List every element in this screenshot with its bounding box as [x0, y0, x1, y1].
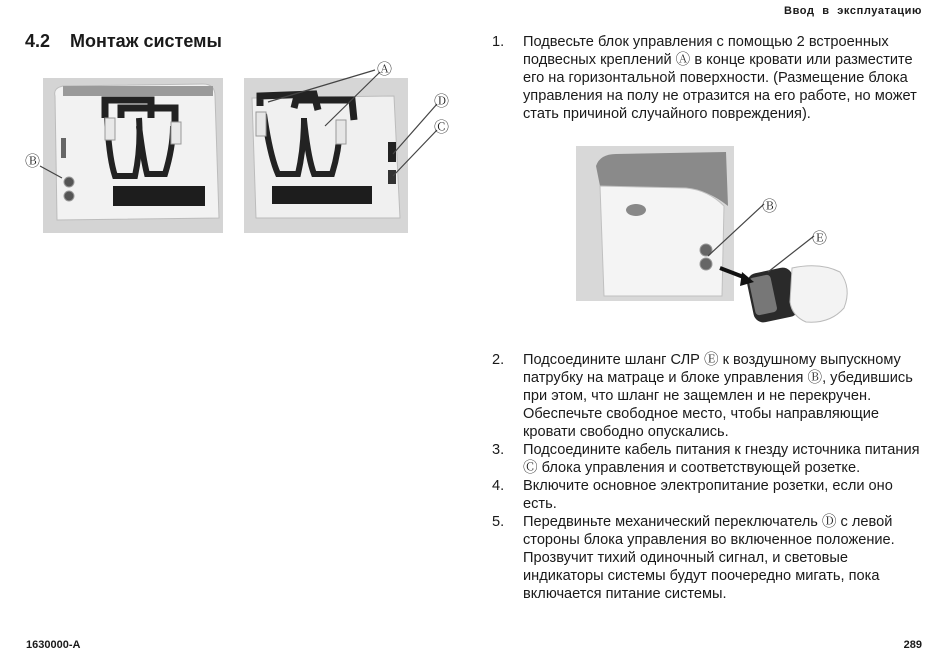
step-text: Подсоедините шланг СЛР Ⓔ к воздушному выпускному патрубку на матраце и блоке управления Ⓑ, убедившись при этом, что шланг не защемлен и не перекручен. Обеспечьте свободное место, чтобы направляющие кровати свободно опускались. [523, 352, 913, 440]
step-text: Включите основное электропитание розетки, если оно есть. [523, 478, 893, 512]
callout-a: Ⓐ [377, 60, 393, 78]
step-number: 1. [492, 34, 505, 50]
step-number: 3. [492, 442, 505, 458]
callout-lines-right [690, 190, 950, 370]
step-item [492, 33, 922, 123]
step-number: 4. [492, 478, 505, 494]
callout-e: Ⓔ [812, 229, 828, 247]
callout-b-right: Ⓑ [762, 197, 778, 215]
document-id: 1630000-A [26, 639, 81, 651]
callout-c: Ⓒ [434, 118, 450, 136]
step-item [492, 513, 922, 603]
step-number: 5. [492, 514, 505, 530]
callout-d: Ⓓ [434, 92, 450, 110]
step-list-1 [492, 33, 922, 123]
callout-b-left: Ⓑ [25, 152, 41, 170]
step-number: 2. [492, 352, 505, 368]
step-text: Передвиньте механический переключатель Ⓓ с левой стороны блока управления во включенное положение. Прозвучит тихий одиночный сигнал, и световые индикаторы системы будут поочередно мигать, пока включается питание системы. [523, 514, 895, 602]
section-heading [25, 31, 222, 52]
section-number: 4.2 [25, 31, 51, 51]
step-list-2 [492, 351, 922, 603]
section-title: Монтаж системы [70, 31, 222, 51]
page-number: 289 [903, 639, 922, 651]
step-text: Подсоедините кабель питания к гнезду источника питания Ⓒ блока управления и соответствующей розетке. [523, 442, 920, 476]
step-item [492, 351, 922, 441]
running-header: Ввод в эксплуатацию [784, 5, 922, 17]
step-item [492, 477, 922, 513]
step-item [492, 441, 922, 477]
callout-lines-left [0, 50, 460, 290]
step-text: Подвесьте блок управления с помощью 2 встроенных подвесных креплений Ⓐ в конце кровати или разместите его на горизонтальной поверхности. (Размещение блока управления на полу не отразится на его работе, но может стать причиной случайного повреждения). [523, 34, 917, 122]
